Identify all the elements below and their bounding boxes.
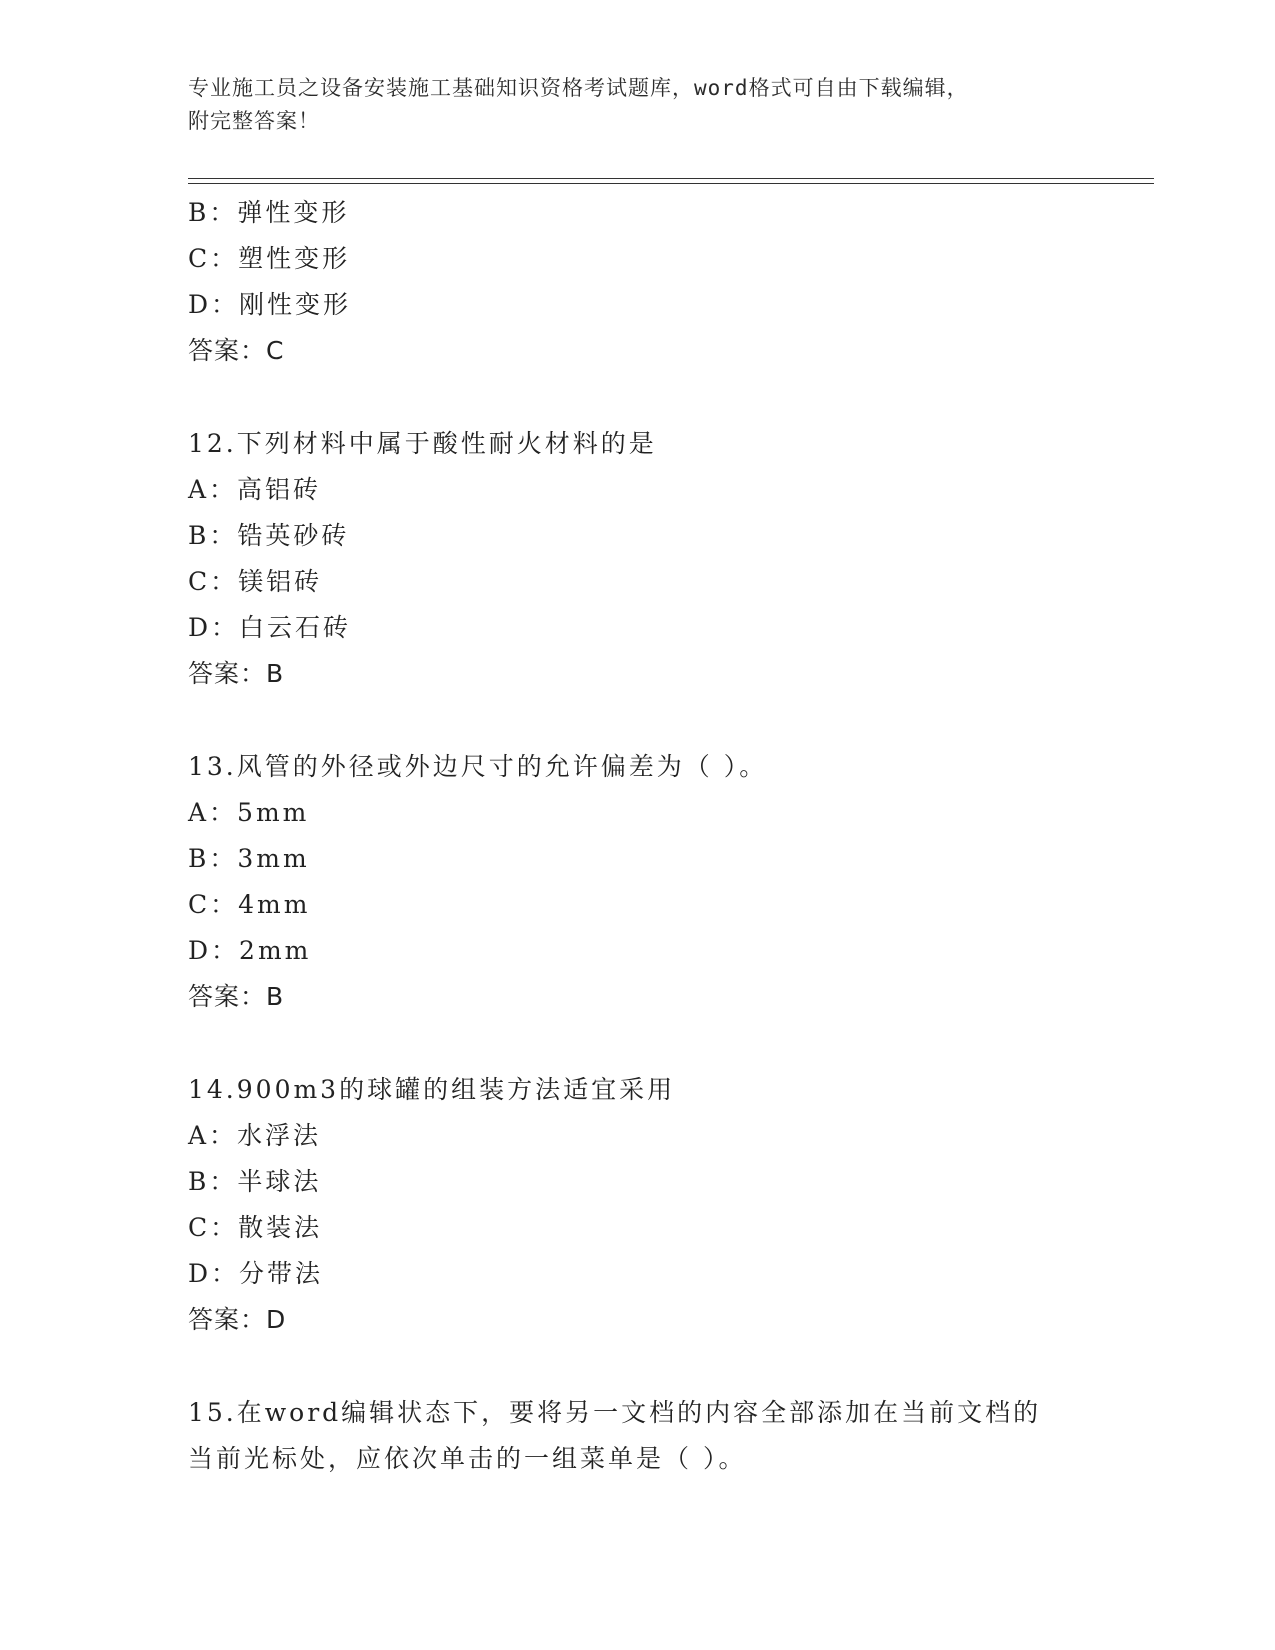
option-c: C：散装法 xyxy=(188,1213,323,1242)
answer: 答案：B xyxy=(188,982,285,1011)
answer: 答案：D xyxy=(188,1305,287,1334)
question-list xyxy=(188,190,1128,1482)
header-line-1: 专业施工员之设备安装施工基础知识资格考试题库，word格式可自由下载编辑， xyxy=(188,76,969,100)
option-b: B：3mm xyxy=(188,844,310,873)
question-15 xyxy=(188,1390,1128,1482)
option-b: B：半球法 xyxy=(188,1167,322,1196)
option-c: C：塑性变形 xyxy=(188,244,351,273)
option-b: B：弹性变形 xyxy=(188,198,350,227)
option-d: D：分带法 xyxy=(188,1259,324,1288)
option-a: A：高铝砖 xyxy=(188,475,322,504)
option-b: B：锆英砂砖 xyxy=(188,521,350,550)
header-divider-top xyxy=(188,178,1154,179)
answer: 答案：C xyxy=(188,336,285,365)
answer: 答案：B xyxy=(188,659,285,688)
question-11 xyxy=(188,190,1128,374)
option-d: D：2mm xyxy=(188,936,312,965)
option-d: D：白云石砖 xyxy=(188,613,352,642)
question-title-line-2: 当前光标处，应依次单击的一组菜单是（ ）。 xyxy=(188,1444,747,1473)
question-title: 12.下列材料中属于酸性耐火材料的是 xyxy=(188,429,657,458)
question-12 xyxy=(188,421,1128,697)
option-a: A：5mm xyxy=(188,798,310,827)
document-header xyxy=(188,72,1068,138)
question-14 xyxy=(188,1067,1128,1343)
option-c: C：镁铝砖 xyxy=(188,567,323,596)
question-13 xyxy=(188,744,1128,1020)
header-line-2: 附完整答案！ xyxy=(188,109,320,133)
question-title: 14.900m3的球罐的组装方法适宜采用 xyxy=(188,1075,676,1104)
option-c: C：4mm xyxy=(188,890,311,919)
header-divider-bottom xyxy=(188,183,1154,184)
question-title-line-1: 15.在word编辑状态下，要将另一文档的内容全部添加在当前文档的 xyxy=(188,1398,1042,1427)
question-title: 13.风管的外径或外边尺寸的允许偏差为（ ）。 xyxy=(188,752,768,781)
option-d: D：刚性变形 xyxy=(188,290,352,319)
option-a: A：水浮法 xyxy=(188,1121,322,1150)
